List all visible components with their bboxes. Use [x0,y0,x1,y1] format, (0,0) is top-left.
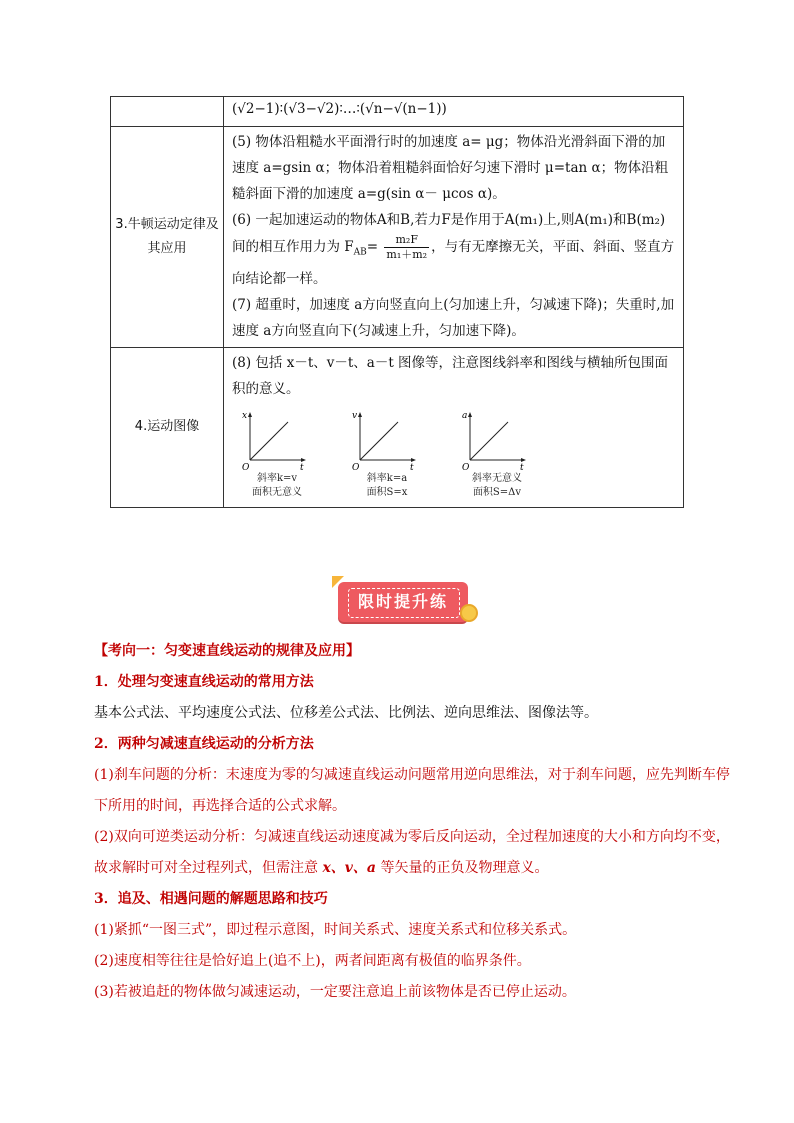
svg-text:x: x [242,410,248,421]
paragraph-2: (1)刹车问题的分析：末速度为零的匀减速直线运动问题常用逆向思维法，对于刹车问题，应先判断车停下所用的时间，再选择合适的公式求解。 [94,767,730,814]
table-row [111,97,684,127]
graph-caption-2: 面积S=x [366,486,408,498]
paragraph-1: 基本公式法、平均速度公式法、位移差公式法、比例法、逆向思维法、图像法等。 [94,705,598,721]
svg-text:v: v [352,410,358,421]
motion-graph [242,408,312,500]
svg-text:t: t [300,462,304,472]
graph-caption-1: 斜率无意义 [472,472,522,484]
table-row [111,127,684,348]
row-label [111,97,224,127]
badge-title: 限时提升练 [357,592,448,611]
item-5: (5) 物体沿粗糙水平面滑行时的加速度 a= μg；物体沿光滑斜面下滑的加速度 a=gsin α；物体沿着粗糙斜面恰好匀速下滑时 μ=tan α；物体沿粗糙斜面下滑的加速度 a=g(sin α－ μcos α)。 [232,134,669,202]
graph-group [232,402,677,504]
fraction: $\frac{\text{m₂F}}{\text{m₁＋m₂}}$ [386,233,428,261]
graph-axes [242,408,312,472]
badge-box [338,582,468,622]
graph-axes [352,408,422,472]
svg-text:O: O [352,462,360,472]
svg-text:O: O [462,462,470,472]
vector-symbols: x、v、a [322,860,377,876]
svg-text:t: t [410,462,414,472]
row-label: 4.运动图像 [111,347,224,507]
svg-text:t: t [520,462,524,472]
table-row [111,347,684,507]
item-8: (8) 包括 x－t、v－t、a－t 图像等，注意图线斜率和图线与横轴所包围面积的意义。 [232,354,669,397]
paragraph-5: (2)速度相等往往是恰好追上(追不上)，两者间距离有极值的临界条件。 [94,953,531,969]
graph-caption-1: 斜率k=a [366,472,408,484]
summary-table [110,96,684,508]
item-7: (7) 超重时，加速度 a方向竖直向上(匀加速上升，匀减速下降)；失重时,加速度 a方向竖直向下(匀减速上升，匀加速下降)。 [232,296,675,339]
motion-graph [462,408,532,500]
corner-triangle-icon [332,576,344,588]
paragraph-4: (1)紧抓“一图三式”，即过程示意图，时间关系式、速度关系式和位移关系式。 [94,922,577,938]
graph-content [224,347,684,507]
heading-1: 1．处理匀变速直线运动的常用方法 [94,674,314,690]
svg-text:O: O [242,462,250,472]
row-label: 3.牛顿运动定律及其应用 [111,127,224,348]
topic-heading: 【考向一：匀变速直线运动的规律及应用】 [94,643,360,659]
graph-caption-2: 面积S=Δv [472,486,522,498]
ratio-formula: (√2−1)∶(√3−√2)∶…∶(√n−√(n−1)) [224,97,684,127]
paragraph-6: (3)若被追赶的物体做匀减速运动，一定要注意追上前该物体是否已停止运动。 [94,984,576,1000]
circle-decoration-icon [460,604,478,622]
heading-3: 3．追及、相遇问题的解题思路和技巧 [94,891,328,907]
graph-axes [462,408,532,472]
section-badge [332,574,482,628]
graph-caption-1: 斜率k=v [256,472,298,484]
newton-content [224,127,684,348]
section-body [94,636,734,1008]
item-6: (6) 一起加速运动的物体A和B,若力F是作用于A(m₁)上,则A(m₁)和B(m₂)间的相互作用力为 $F_{AB}=$ $\frac{\text{m₂F}}{\text{m₁＋m₂}}$ ，与有无摩擦无关，平面、斜面、竖直方向结论都一样。 [232,212,675,287]
heading-2: 2．两种匀减速直线运动的分析方法 [94,736,314,752]
paragraph-3: (2)双向可逆类运动分析：匀减速直线运动速度减为零后反向运动，全过程加速度的大小和方向均不变，故求解时可对全过程列式，但需注意 x、v、a 等矢量的正负及物理意义。 [94,829,730,876]
graph-caption-2: 面积无意义 [252,486,302,498]
motion-graph [352,408,422,500]
svg-text:a: a [462,410,468,421]
